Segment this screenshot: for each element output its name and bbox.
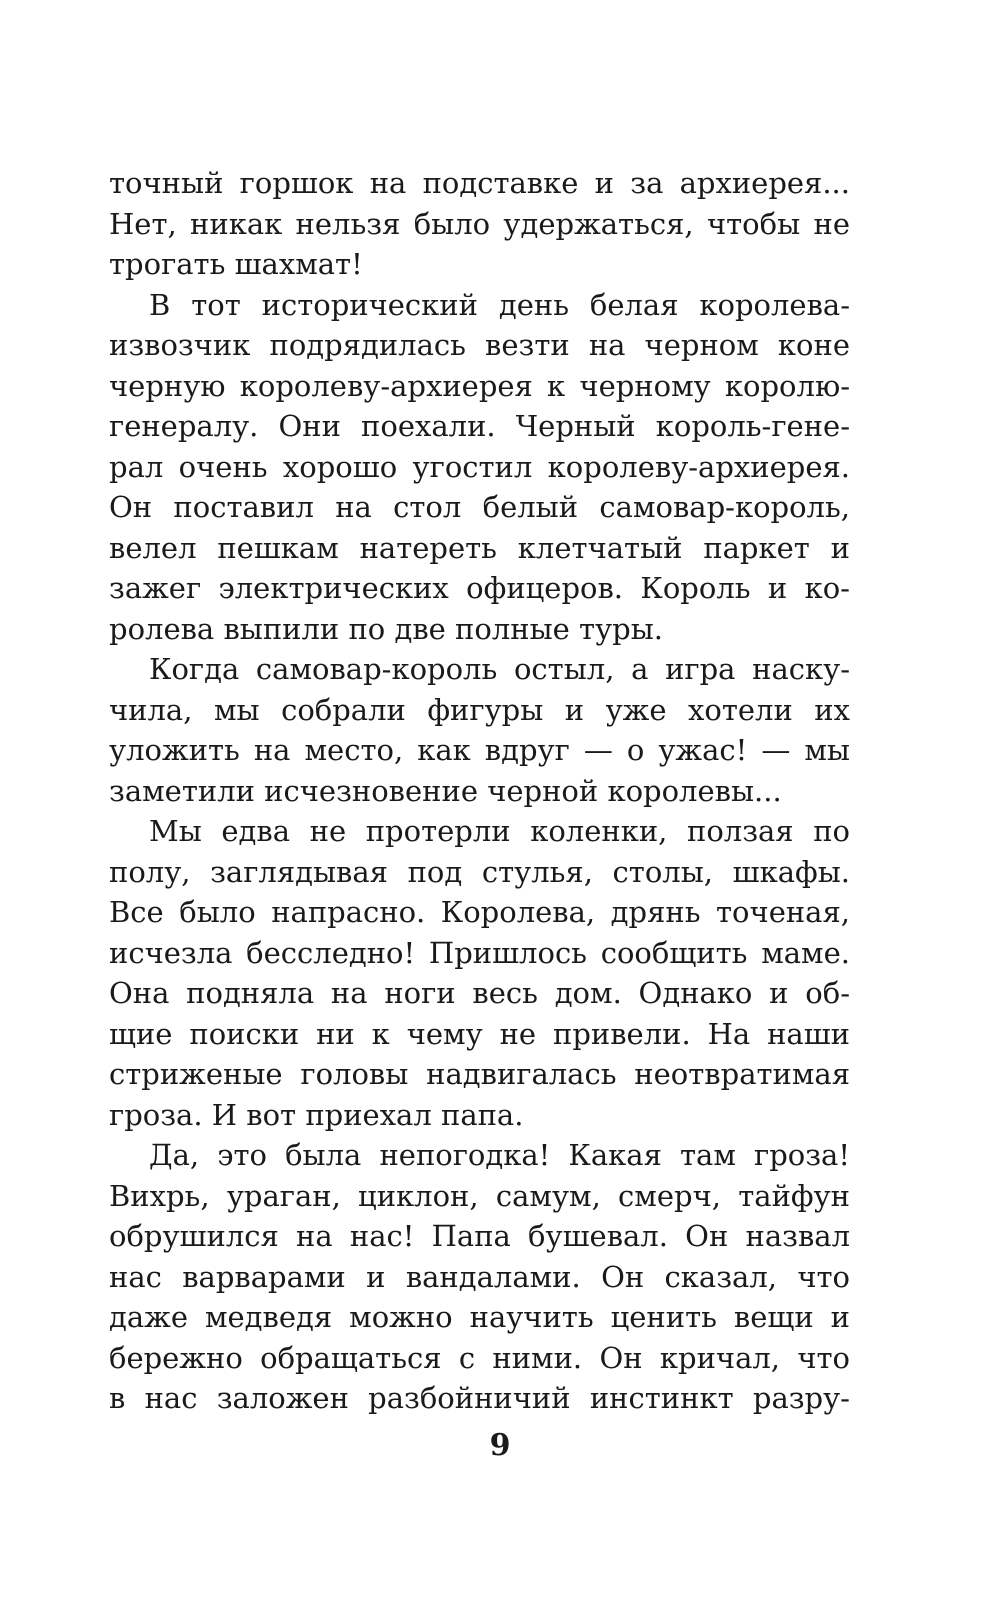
text-line: велел пешкам натереть клетчатый паркет и xyxy=(109,530,850,565)
page-number: 9 xyxy=(489,1428,511,1463)
text-line: стриженые головы надвигалась неотвратимая xyxy=(109,1057,850,1091)
text-line: полу, заглядывая под стулья, столы, шкафы. xyxy=(109,854,850,889)
text-line: Вихрь, ураган, циклон, самум, смерч, тайфун xyxy=(109,1178,850,1213)
text-line: даже медведя можно научить ценить вещи и xyxy=(109,1300,850,1334)
text-line: чила, мы собрали фигуры и уже хотели их xyxy=(109,692,850,727)
text-line: генералу. Они поехали. Черный король-гене- xyxy=(109,409,850,443)
text-line: уложить на место, как вдруг — о ужас! — мы xyxy=(109,733,850,767)
text-line: гроза. И вот приехал папа. xyxy=(109,1097,524,1132)
text-line: Он поставил на стол белый самовар-король, xyxy=(109,490,850,524)
text-line: В тот исторический день белая королева- xyxy=(149,287,850,322)
text-line: обрушился на нас! Папа бушевал. Он назвал xyxy=(109,1219,850,1253)
text-line: рал очень хорошо угостил королеву-архиерея. xyxy=(109,449,850,484)
text-line: в нас заложен разбойничий инстинкт разру- xyxy=(109,1381,850,1415)
text-line: Все было напрасно. Королева, дрянь точеная, xyxy=(109,895,850,929)
text-line: заметили исчезновение черной королевы... xyxy=(109,773,782,808)
text-line: извозчик подрядилась везти на черном коне xyxy=(109,328,850,362)
text-line: Когда самовар-король остыл, а игра наску- xyxy=(149,652,850,686)
text-line: Да, это была непогодка! Какая там гроза! xyxy=(149,1138,850,1172)
text-line: трогать шахмат! xyxy=(109,247,363,281)
text-line: щие поиски ни к чему не привели. На наши xyxy=(109,1016,850,1051)
text-line: бережно обращаться с ними. Он кричал, что xyxy=(109,1340,850,1375)
text-line: исчезла бесследно! Пришлось сообщить маме. xyxy=(109,935,850,970)
body-text xyxy=(109,163,850,1419)
text-line: Нет, никак нельзя было удержаться, чтобы не xyxy=(109,206,850,241)
text-line: черную королеву-архиерея к черному королю- xyxy=(109,368,850,403)
text-line: нас варварами и вандалами. Он сказал, что xyxy=(109,1259,850,1294)
text-line: Она подняла на ноги весь дом. Однако и об- xyxy=(109,976,850,1010)
text-line: точный горшок на подставке и за архиерея... xyxy=(109,166,850,200)
text-line: зажег электрических офицеров. Король и ко- xyxy=(109,571,850,605)
text-line: Мы едва не протерли коленки, ползая по xyxy=(149,814,850,848)
text-line: ролева выпили по две полные туры. xyxy=(109,611,664,646)
